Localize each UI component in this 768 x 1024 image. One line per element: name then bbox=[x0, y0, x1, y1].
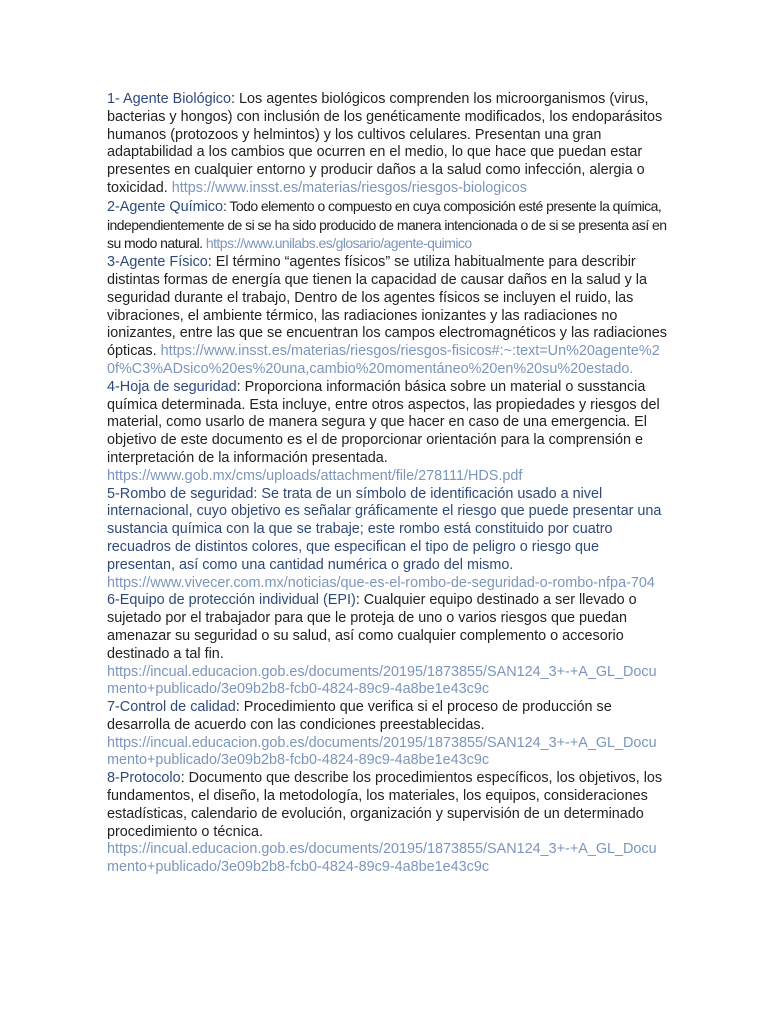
entry-definition: : Procedimiento que verifica si el proceso de producción se desarrolla de acuerdo con las condiciones preestablecidas. bbox=[107, 699, 612, 733]
entry-source-link[interactable]: https://www.gob.mx/cms/uploads/attachment/file/278111/HDS.pdf bbox=[107, 467, 523, 484]
entry-definition: : Cualquier equipo destinado a ser llevado o sujetado por el trabajador para que le proteja de uno o varios riesgos que puedan amenazar su seguridad o su salud, así como cualquier complemento o accesorio destinado a tal fin. bbox=[107, 592, 637, 662]
entry-term: 2-Agente Químico bbox=[107, 198, 223, 215]
entry-term: 4-Hoja de seguridad bbox=[107, 378, 237, 395]
entry-source-link[interactable]: https://www.insst.es/materias/riesgos/riesgos-biologicos bbox=[171, 179, 527, 196]
entry-term: 7-Control de calidad bbox=[107, 699, 236, 716]
entry-source-link[interactable]: https://www.vivecer.com.mx/noticias/que-es-el-rombo-de-seguridad-o-rombo-nfpa-704 bbox=[107, 574, 655, 591]
entry-term: 5-Rombo de seguridad bbox=[107, 485, 254, 502]
entry-source-link[interactable]: https://www.insst.es/materias/riesgos/riesgos-fisicos#:~:text=Un%20agente%20f%C3%ADsico%20es%20una,cambio%20momentáneo%20en%20su%20estado. bbox=[107, 343, 660, 377]
entry-protocolo bbox=[107, 770, 667, 877]
entry-definition: : Documento que describe los procedimientos específicos, los objetivos, los fundamentos, el diseño, la metodología, los materiales, los equipos, consideraciones estadísticas, calendario de evolución, organización y supervisión de un determinado procedimiento o técnica. bbox=[107, 770, 663, 840]
entry-hoja-de-seguridad bbox=[107, 379, 667, 486]
entry-definition: : Los agentes biológicos comprenden los microorganismos (virus, bacterias y hongos) con inclusión de los genéticamente modificados, los endoparásitos humanos (protozoos y helmintos) y los cultivos celulares. Presentan una gran adaptabilidad a los cambios que ocurren en el medio, lo que hace que puedan estar presentes en cualquier entorno y producir daños a la salud como infección, alergia o toxicidad. bbox=[107, 91, 663, 196]
entry-definition: : Se trata de un símbolo de identificación usado a nivel internacional, cuyo objetivo es señalar gráficamente el riesgo que puede presentar una sustancia química con la que se trabaje; este rombo está constituido por cuatro recuadros de distintos colores, que especifican el tipo de peligro o riesgo que presentan, así como una cantidad numérica o grado del mismo. bbox=[107, 485, 662, 573]
entry-term: 3-Agente Físico bbox=[107, 254, 208, 271]
entry-definition: : Proporciona información básica sobre un material o susstancia química determinada. Esta incluye, entre otros aspectos, las propiedades y riesgos del material, como usarlo de manera segura y que hacer en caso de una emergencia. El objetivo de este documento es el de proporcionar orientación para la comprensión e interpretación de la información presentada. bbox=[107, 378, 660, 466]
entry-definition: : Todo elemento o compuesto en cuya composición esté presente la química, independientemente de si se ha sido producido de manera intencionada o de si se presenta así en su modo natural. bbox=[107, 197, 667, 252]
entry-control-de-calidad bbox=[107, 699, 667, 770]
entry-agente-quimico bbox=[107, 198, 667, 254]
entry-source-link[interactable]: https://incual.educacion.gob.es/documents/20195/1873855/SAN124_3+-+A_GL_Documento+publicado/3e09b2b8-fcb0-4824-89c9-4a8be1e43c9c bbox=[107, 734, 657, 769]
entry-term: 6-Equipo de protección individual (EPI) bbox=[107, 592, 356, 609]
entry-source-link[interactable]: https://www.unilabs.es/glosario/agente-quimico bbox=[205, 235, 472, 252]
entry-equipo-proteccion-individual bbox=[107, 592, 667, 699]
document-body bbox=[107, 91, 667, 877]
entry-agente-fisico bbox=[107, 254, 667, 379]
entry-rombo-de-seguridad bbox=[107, 486, 667, 593]
entry-source-link[interactable]: https://incual.educacion.gob.es/documents/20195/1873855/SAN124_3+-+A_GL_Documento+publicado/3e09b2b8-fcb0-4824-89c9-4a8be1e43c9c bbox=[107, 663, 657, 698]
entry-agente-biologico bbox=[107, 91, 667, 198]
entry-term: 8-Protocolo bbox=[107, 770, 181, 787]
entry-definition: : El término “agentes físicos” se utiliza habitualmente para describir distintas formas de energía que tienen la capacidad de causar daños en la salud y la seguridad durante el trabajo, Dentro de los agentes físicos se incluyen el ruido, las vibraciones, el ambiente térmico, las radiaciones ionizantes y las radiaciones no ionizantes, entre las que se encuentran los campos electromagnéticos y las radiaciones ópticas. bbox=[107, 254, 667, 360]
entry-term: 1- Agente Biológico bbox=[107, 91, 232, 107]
entry-source-link[interactable]: https://incual.educacion.gob.es/documents/20195/1873855/SAN124_3+-+A_GL_Documento+publicado/3e09b2b8-fcb0-4824-89c9-4a8be1e43c9c bbox=[107, 841, 657, 876]
